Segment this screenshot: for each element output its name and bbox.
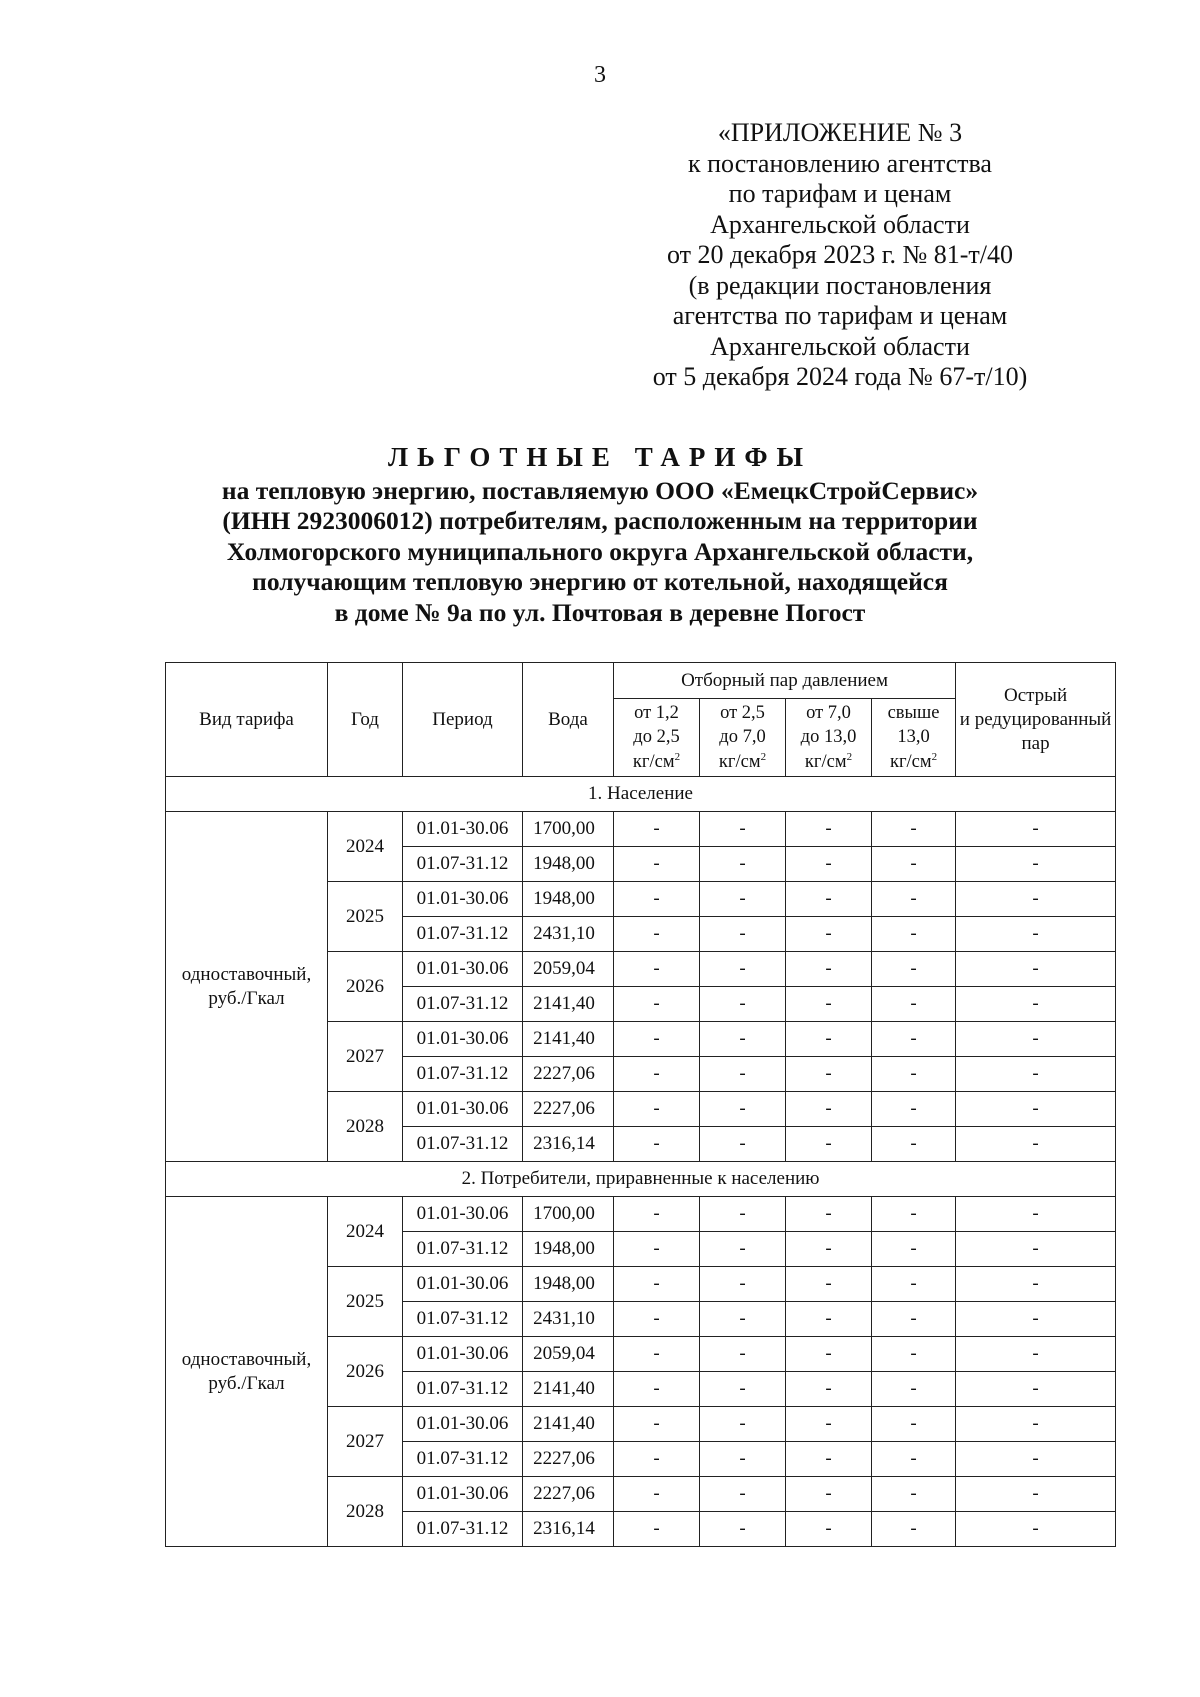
water-cell: 2316,14 [523, 1512, 614, 1547]
steam-3-cell: - [786, 1057, 872, 1092]
water-cell: 2431,10 [523, 1302, 614, 1337]
steam-4-cell: - [872, 1057, 956, 1092]
appendix-line: от 5 декабря 2024 года № 67-т/10) [652, 362, 1028, 391]
period-cell: 01.07-31.12 [403, 1442, 523, 1477]
steam-2-cell: - [700, 1232, 786, 1267]
subtitle-line: в доме № 9а по ул. Почтовая в деревне Погост [334, 597, 866, 627]
steam-3-cell: - [786, 1337, 872, 1372]
sharp-steam-cell: - [956, 1022, 1116, 1057]
water-cell: 2227,06 [523, 1092, 614, 1127]
water-cell: 2059,04 [523, 1337, 614, 1372]
sharp-steam-cell: - [956, 1267, 1116, 1302]
water-cell: 1948,00 [523, 847, 614, 882]
tariff-type-cell [166, 812, 328, 1162]
steam-4-cell: - [872, 882, 956, 917]
steam-4-cell: - [872, 1092, 956, 1127]
header-steam-2 [700, 699, 786, 777]
water-cell: 1948,00 [523, 1232, 614, 1267]
steam-1-cell: - [614, 1372, 700, 1407]
sharp-steam-cell: - [956, 847, 1116, 882]
steam-1-cell: - [614, 1127, 700, 1162]
tariff-type-line: руб./Гкал [208, 1372, 285, 1394]
steam-1-cell: - [614, 1407, 700, 1442]
header-steam-line: свыше [887, 702, 940, 723]
steam-4-cell: - [872, 1372, 956, 1407]
table-row [166, 812, 1116, 847]
sharp-steam-cell: - [956, 1372, 1116, 1407]
steam-2-cell: - [700, 1022, 786, 1057]
subtitle-line: на тепловую энергию, поставляемую ООО «ЕмецкСтройСервис» [221, 476, 979, 505]
steam-4-cell: - [872, 1442, 956, 1477]
steam-4-cell: - [872, 1127, 956, 1162]
period-cell: 01.01-30.06 [403, 1407, 523, 1442]
period-cell: 01.07-31.12 [403, 1372, 523, 1407]
header-steam-4 [872, 699, 956, 777]
appendix-line: к постановлению агентства [688, 148, 992, 178]
steam-4-cell: - [872, 1232, 956, 1267]
steam-2-cell: - [700, 1512, 786, 1547]
tariff-type-cell [166, 1197, 328, 1547]
steam-1-cell: - [614, 1337, 700, 1372]
sharp-steam-cell: - [956, 952, 1116, 987]
water-cell: 1700,00 [523, 1197, 614, 1232]
header-sharp-line: и редуцированный [959, 708, 1112, 730]
year-cell: 2024 [328, 812, 403, 882]
water-cell: 2227,06 [523, 1442, 614, 1477]
period-cell: 01.07-31.12 [403, 1127, 523, 1162]
water-cell: 2431,10 [523, 917, 614, 952]
water-cell: 2227,06 [523, 1057, 614, 1092]
steam-4-cell: - [872, 1197, 956, 1232]
year-cell: 2026 [328, 952, 403, 1022]
header-steam-line: 13,0 [897, 727, 930, 748]
header-steam-line: до 2,5 [633, 727, 680, 748]
year-cell: 2026 [328, 1337, 403, 1407]
steam-1-cell: - [614, 1302, 700, 1337]
subtitle-line: получающим тепловую энергию от котельной, находящейся [252, 567, 948, 597]
appendix-block [560, 118, 1120, 393]
steam-1-cell: - [614, 1092, 700, 1127]
period-cell: 01.07-31.12 [403, 1512, 523, 1547]
period-cell: 01.07-31.12 [403, 1302, 523, 1337]
sharp-steam-cell: - [956, 1512, 1116, 1547]
steam-2-cell: - [700, 1442, 786, 1477]
water-cell: 2141,40 [523, 1372, 614, 1407]
steam-3-cell: - [786, 987, 872, 1022]
header-steam-1 [614, 699, 700, 777]
steam-1-cell: - [614, 1057, 700, 1092]
water-cell: 2227,06 [523, 1477, 614, 1512]
steam-2-cell: - [700, 1092, 786, 1127]
subtitle-line: Холмогорского муниципального округа Архангельской области, [226, 536, 974, 566]
sharp-steam-cell: - [956, 987, 1116, 1022]
section-title: 1. Население [166, 777, 1116, 812]
appendix-line: «ПРИЛОЖЕНИЕ № 3 [717, 118, 963, 147]
steam-1-cell: - [614, 1267, 700, 1302]
year-cell: 2027 [328, 1022, 403, 1092]
section-title: 2. Потребители, приравненные к населению [166, 1162, 1116, 1197]
header-sharp-steam [956, 663, 1116, 777]
period-cell: 01.01-30.06 [403, 812, 523, 847]
steam-1-cell: - [614, 1232, 700, 1267]
steam-4-cell: - [872, 847, 956, 882]
sharp-steam-cell: - [956, 1407, 1116, 1442]
sharp-steam-cell: - [956, 1337, 1116, 1372]
sharp-steam-cell: - [956, 1302, 1116, 1337]
steam-2-cell: - [700, 1127, 786, 1162]
period-cell: 01.07-31.12 [403, 987, 523, 1022]
period-cell: 01.07-31.12 [403, 1057, 523, 1092]
header-steam-line: до 13,0 [800, 727, 857, 748]
header-tariff-type: Вид тарифа [166, 663, 328, 777]
section-row [166, 777, 1116, 812]
steam-2-cell: - [700, 1057, 786, 1092]
steam-4-cell: - [872, 1512, 956, 1547]
steam-3-cell: - [786, 1092, 872, 1127]
steam-2-cell: - [700, 812, 786, 847]
steam-3-cell: - [786, 1127, 872, 1162]
year-cell: 2028 [328, 1092, 403, 1162]
steam-3-cell: - [786, 1197, 872, 1232]
steam-4-cell: - [872, 1302, 956, 1337]
header-steam-line: от 2,5 [720, 702, 765, 723]
steam-2-cell: - [700, 1197, 786, 1232]
header-steam-group: Отборный пар давлением [614, 663, 956, 699]
steam-2-cell: - [700, 882, 786, 917]
header-water: Вода [523, 663, 614, 777]
sharp-steam-cell: - [956, 812, 1116, 847]
year-cell: 2025 [328, 882, 403, 952]
water-cell: 2141,40 [523, 1407, 614, 1442]
year-cell: 2028 [328, 1477, 403, 1547]
steam-3-cell: - [786, 1302, 872, 1337]
steam-3-cell: - [786, 1477, 872, 1512]
sharp-steam-cell: - [956, 1442, 1116, 1477]
steam-4-cell: - [872, 1477, 956, 1512]
steam-2-cell: - [700, 1372, 786, 1407]
header-year: Год [328, 663, 403, 777]
period-cell: 01.01-30.06 [403, 1092, 523, 1127]
period-cell: 01.01-30.06 [403, 1022, 523, 1057]
water-cell: 2059,04 [523, 952, 614, 987]
steam-2-cell: - [700, 847, 786, 882]
tariff-type-line: одноставочный, [181, 1348, 312, 1370]
header-unit: $кг/см^2$ [718, 750, 767, 772]
steam-3-cell: - [786, 812, 872, 847]
steam-4-cell: - [872, 952, 956, 987]
appendix-line: по тарифам и ценам [728, 179, 952, 208]
sharp-steam-cell: - [956, 1197, 1116, 1232]
water-cell: 2141,40 [523, 1022, 614, 1057]
appendix-line: от 20 декабря 2023 г. № 81-т/40 [666, 240, 1014, 269]
steam-3-cell: - [786, 1512, 872, 1547]
tariff-type-line: руб./Гкал [208, 987, 285, 1009]
year-cell: 2027 [328, 1407, 403, 1477]
header-steam-3 [786, 699, 872, 777]
water-cell: 1948,00 [523, 1267, 614, 1302]
water-cell: 1948,00 [523, 882, 614, 917]
table-row [166, 1197, 1116, 1232]
sharp-steam-cell: - [956, 1092, 1116, 1127]
steam-3-cell: - [786, 952, 872, 987]
steam-1-cell: - [614, 987, 700, 1022]
steam-1-cell: - [614, 1197, 700, 1232]
steam-1-cell: - [614, 812, 700, 847]
year-cell: 2025 [328, 1267, 403, 1337]
steam-4-cell: - [872, 1022, 956, 1057]
section-row [166, 1162, 1116, 1197]
steam-1-cell: - [614, 952, 700, 987]
header-unit: $кг/см^2$ [632, 750, 681, 772]
steam-2-cell: - [700, 1337, 786, 1372]
period-cell: 01.01-30.06 [403, 1197, 523, 1232]
steam-3-cell: - [786, 1407, 872, 1442]
steam-1-cell: - [614, 1477, 700, 1512]
steam-3-cell: - [786, 882, 872, 917]
water-cell: 2316,14 [523, 1127, 614, 1162]
header-unit: $кг/см^2$ [889, 750, 938, 772]
document-subtitle [0, 476, 1200, 628]
document-title: ЛЬГОТНЫЕ ТАРИФЫ [387, 442, 813, 472]
steam-2-cell: - [700, 917, 786, 952]
steam-2-cell: - [700, 1302, 786, 1337]
steam-2-cell: - [700, 1407, 786, 1442]
steam-3-cell: - [786, 1022, 872, 1057]
steam-4-cell: - [872, 1407, 956, 1442]
appendix-line: (в редакции постановления [688, 270, 992, 300]
steam-3-cell: - [786, 847, 872, 882]
sharp-steam-cell: - [956, 1477, 1116, 1512]
period-cell: 01.01-30.06 [403, 1337, 523, 1372]
steam-4-cell: - [872, 1337, 956, 1372]
sharp-steam-cell: - [956, 1057, 1116, 1092]
header-period: Период [403, 663, 523, 777]
sharp-steam-cell: - [956, 917, 1116, 952]
appendix-line: Архангельской области [710, 331, 970, 361]
steam-2-cell: - [700, 1477, 786, 1512]
steam-3-cell: - [786, 1372, 872, 1407]
steam-3-cell: - [786, 917, 872, 952]
sharp-steam-cell: - [956, 882, 1116, 917]
steam-1-cell: - [614, 917, 700, 952]
steam-4-cell: - [872, 987, 956, 1022]
header-steam-line: от 7,0 [806, 702, 851, 723]
header-steam-line: от 1,2 [634, 702, 679, 723]
steam-3-cell: - [786, 1442, 872, 1477]
period-cell: 01.01-30.06 [403, 952, 523, 987]
appendix-line: агентства по тарифам и ценам [672, 301, 1008, 330]
water-cell: 1700,00 [523, 812, 614, 847]
period-cell: 01.01-30.06 [403, 882, 523, 917]
subtitle-line: (ИНН 2923006012) потребителям, расположенным на территории [222, 506, 978, 536]
steam-2-cell: - [700, 1267, 786, 1302]
period-cell: 01.07-31.12 [403, 847, 523, 882]
water-cell: 2141,40 [523, 987, 614, 1022]
header-sharp-line: Острый [1003, 684, 1068, 706]
header-steam-line: до 7,0 [719, 727, 766, 748]
header-sharp-line: пар [1021, 732, 1050, 754]
period-cell: 01.07-31.12 [403, 917, 523, 952]
header-unit: $кг/см^2$ [804, 750, 853, 772]
steam-1-cell: - [614, 882, 700, 917]
year-cell: 2024 [328, 1197, 403, 1267]
steam-4-cell: - [872, 812, 956, 847]
steam-3-cell: - [786, 1232, 872, 1267]
page-number: 3 [594, 62, 606, 88]
steam-4-cell: - [872, 917, 956, 952]
tariff-type-line: одноставочный, [181, 963, 312, 985]
period-cell: 01.01-30.06 [403, 1477, 523, 1512]
steam-4-cell: - [872, 1267, 956, 1302]
period-cell: 01.01-30.06 [403, 1267, 523, 1302]
steam-1-cell: - [614, 1512, 700, 1547]
tariff-table [165, 662, 1116, 1547]
sharp-steam-cell: - [956, 1232, 1116, 1267]
appendix-line: Архангельской области [710, 209, 970, 239]
steam-2-cell: - [700, 952, 786, 987]
period-cell: 01.07-31.12 [403, 1232, 523, 1267]
steam-3-cell: - [786, 1267, 872, 1302]
steam-1-cell: - [614, 847, 700, 882]
sharp-steam-cell: - [956, 1127, 1116, 1162]
steam-1-cell: - [614, 1442, 700, 1477]
steam-2-cell: - [700, 987, 786, 1022]
steam-1-cell: - [614, 1022, 700, 1057]
